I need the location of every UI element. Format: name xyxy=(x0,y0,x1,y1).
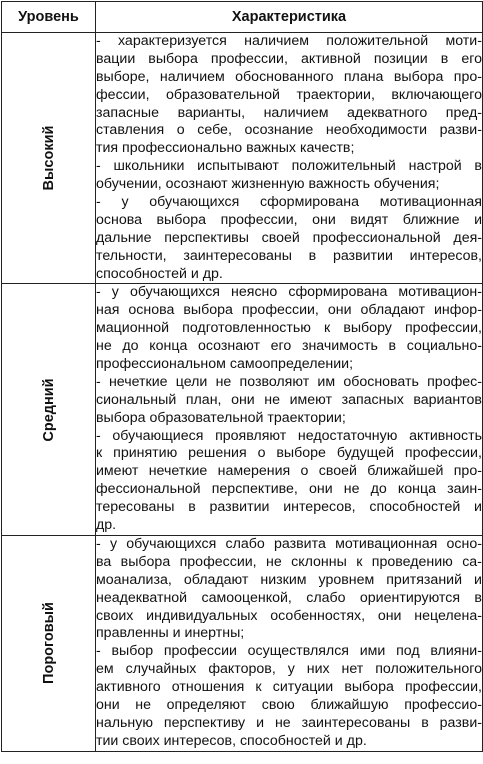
characteristic-line: своих индивидуальных особенностях, они нецелена- xyxy=(96,607,482,624)
characteristic-line: тии своих интересов, способностей и др. xyxy=(96,732,367,749)
characteristic-line: неадекватной самооценкой, слабо ориентируются в xyxy=(96,589,482,606)
level-label: Пороговый xyxy=(40,602,57,685)
characteristic-line: фессии, образовательной траектории, включающего xyxy=(96,86,482,103)
level-cell xyxy=(2,284,96,535)
table-row xyxy=(2,33,483,284)
level-cell xyxy=(2,535,96,751)
levels-table xyxy=(1,1,483,752)
characteristic-line: - выбор профессии осуществлялся ими под влияни- xyxy=(96,643,482,660)
characteristic-line: выборе, наличием обоснованного плана выбора про- xyxy=(96,68,482,85)
header-characteristic: Характеристика xyxy=(96,2,483,33)
level-cell xyxy=(2,33,96,284)
characteristic-line: основа выбора профессии, они видят ближние и xyxy=(96,211,482,228)
characteristic-line: фессиональной перспективе, они не до конца заин- xyxy=(96,481,482,498)
characteristic-line: запасные варианты, наличием адекватного пред- xyxy=(96,104,482,121)
level-label: Средний xyxy=(40,378,57,442)
level-label: Высокий xyxy=(40,125,57,191)
characteristic-line: имеют нечеткие намерения о своей ближайшей про- xyxy=(96,463,482,480)
characteristic-line: - нечеткие цели не позволяют им обосновать профес- xyxy=(96,373,482,390)
characteristic-line: дальние перспективы своей профессиональной дея- xyxy=(96,229,482,246)
characteristic-line: ставления о себе, осознание необходимости разви- xyxy=(96,122,482,139)
characteristic-line: профессиональном самоопределении; xyxy=(96,356,354,373)
characteristic-line: способностей и др. xyxy=(96,265,223,282)
characteristic-line: - у обучающихся сформирована мотивационная xyxy=(96,194,482,211)
characteristic-cell xyxy=(96,284,483,535)
characteristic-line: тия профессионально важных качеств; xyxy=(96,140,355,157)
characteristic-line: выбора образовательной траектории; xyxy=(96,409,346,426)
characteristic-line: мационной подготовленностью к выбору профессии, xyxy=(96,320,482,337)
characteristic-line: - у обучающихся слабо развита мотивационная осно- xyxy=(96,535,482,552)
characteristic-line: ная основа выбора профессии, они обладают инфор- xyxy=(96,302,482,319)
characteristic-line: - школьники испытывают положительный настрой в xyxy=(96,158,482,175)
characteristic-line: обучении, осознают жизненную важность обучения; xyxy=(96,176,440,193)
characteristic-line: активного отношения к ситуации выбора профессии, xyxy=(96,679,482,696)
characteristic-line: к принятию решения о выборе будущей профессии, xyxy=(96,445,482,462)
characteristic-line: моанализа, обладают низким уровнем притязаний и xyxy=(96,571,482,588)
characteristic-cell xyxy=(96,33,483,284)
characteristic-cell xyxy=(96,535,483,751)
header-row xyxy=(2,2,483,33)
characteristic-line: - обучающиеся проявляют недостаточную активность xyxy=(96,427,482,444)
header-level: Уровень xyxy=(2,2,96,33)
table-body xyxy=(2,33,483,752)
table-row xyxy=(2,284,483,535)
characteristic-line: - характеризуется наличием положительной моти- xyxy=(96,33,482,49)
characteristic-line: вации выбора профессии, активной позиции в его xyxy=(96,50,482,67)
characteristic-line: ва выбора профессии, не склонны к проведению са- xyxy=(96,553,482,570)
characteristic-line: не до конца осознают его значимость в социально- xyxy=(96,338,482,355)
table-row xyxy=(2,535,483,751)
characteristic-line: тельности, заинтересованы в развитии интересов, xyxy=(96,247,482,264)
characteristic-line: они не определяют свою ближайшую профессио- xyxy=(96,696,482,713)
characteristic-line: - у обучающихся неясно сформирована мотивацион- xyxy=(96,284,482,301)
characteristic-line: правленны и инертны; xyxy=(96,625,245,642)
characteristic-line: др. xyxy=(96,517,117,534)
characteristic-line: тересованы в развитии интересов, способностей и xyxy=(96,499,482,516)
characteristic-line: сиональный план, они не имеют запасных вариантов xyxy=(96,391,482,408)
characteristic-line: нальную перспективу и не заинтересованы в разви- xyxy=(96,714,482,731)
characteristic-line: ем случайных факторов, у них нет положительного xyxy=(96,661,482,678)
